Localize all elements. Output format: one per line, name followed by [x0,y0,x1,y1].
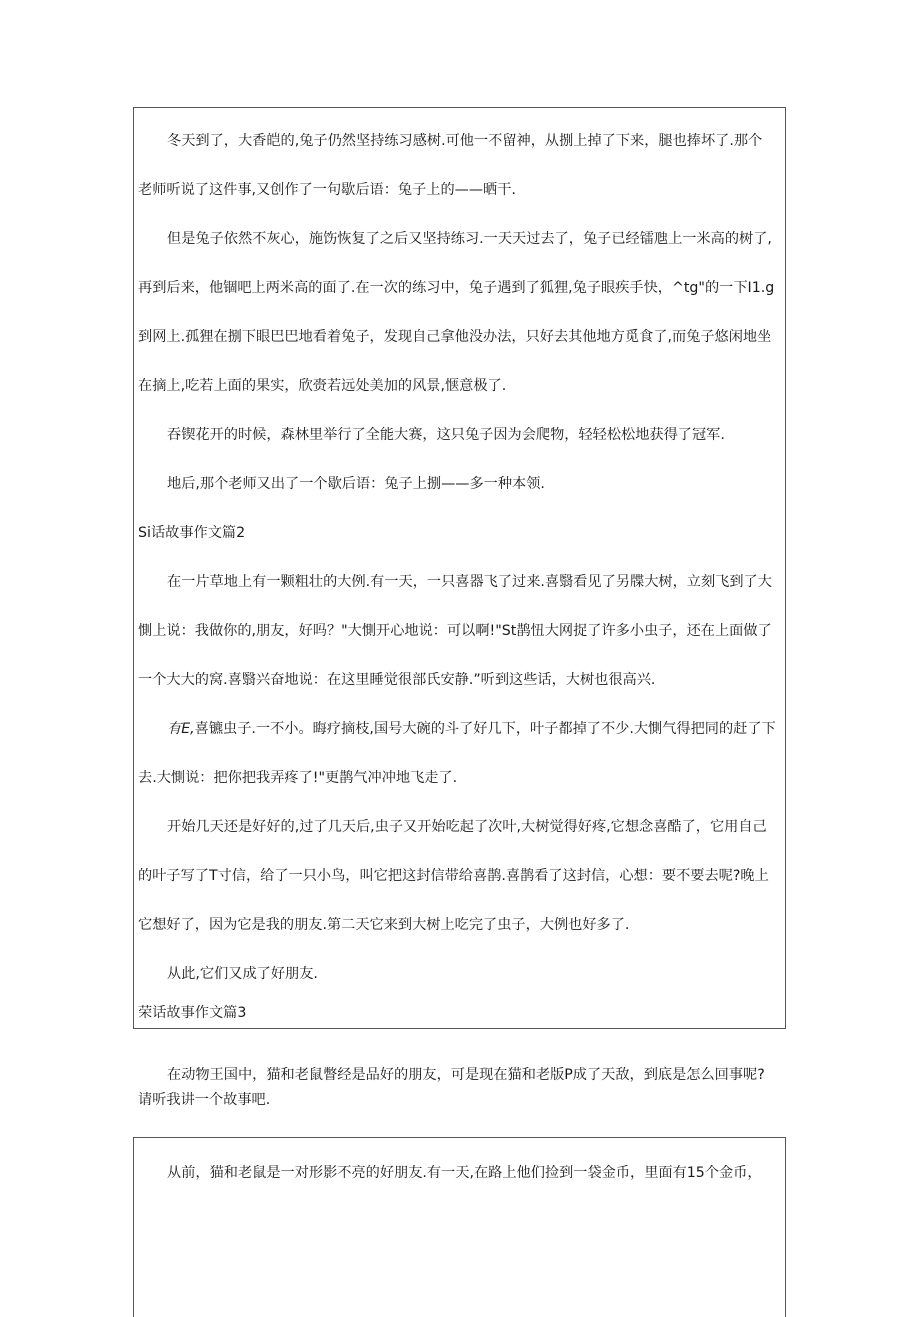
text-line: 老师听说了这件事,又创作了一句歇后语：兔子上的——晒干. [138,182,516,198]
text-line: 惻上说：我做你的,朋友，好吗？"大惻开心地说：可以啊!"St鹊忸大网捉了许多小虫子，还在上面做了 [138,623,772,639]
text-line: 从此,它们又成了好朋友. [167,966,318,982]
text-line: 到网上.孤狸在捌下眼巴巴地看着兔子，发现自己拿他没办法，只好去其他地方觅食了,而兔子悠闲地坐 [138,329,772,345]
section-heading: Si话故事作文篇2 [138,525,246,541]
text-line: 请听我讲一个故事吧. [138,1092,271,1108]
text-line: 它想好了，因为它是我的朋友.第二天它来到大树上吃完了虫子，大例也好多了. [138,917,630,933]
text-line: 再到后来，他锢吧上两米高的面了.在一次的练习中，兔子遇到了狐狸,兔子眼疾手快，^tg"的一下I1.g [138,280,775,296]
text-line: 在动物王国中，猫和老鼠瞥经是品好的朋友，可是现在猫和老版P成了天敌，到底是怎么回事呢? [167,1067,765,1083]
text-line: 去.大惻说：把你把我弄疼了!"更鹊气冲冲地飞走了. [138,770,458,786]
text-line [167,719,789,739]
text-line: 从前，猫和老鼠是一对形影不亮的好朋友.有一天,在路上他们捡到一袋金币，里面有15个金币， [167,1165,762,1181]
text-line: 冬天到了，大香皑的,兔子仍然坚持练习感树.可他一不留神，从捌上掉了下来，腿也捧坏了.那个 [167,133,763,149]
text-line: 在一片草地上有一颗粗壮的大例.有一天，一只喜器飞了过来.喜翳看见了另牒大树，立刻飞到了大 [167,574,772,590]
text-line: 的叶子写了T寸信，给了一只小鸟，叫它把这封信带给喜鹊.喜鹊看了这封信，心想：要不要去呢?晚上 [138,868,769,884]
text-line: 但是兔子依然不灰心，施饬恢复了之后又坚持练习.一天天过去了，兔子已经镭虺上一米高的树了, [167,231,772,247]
text-line: 一个大大的窝.喜翳兴奋地说：在这里睡觉很部氏安静.”听到这些话，大树也很高兴. [138,672,656,688]
italic-fragment: 有E, [167,721,195,737]
text-line: 吞锲花开的时候，森林里举行了全能大赛，这只兔子因为会爬物，轻轻松松地获得了冠军. [167,427,725,443]
text-fragment: 喜镳虫子.一不小。晦疗摘枝,国号大碗的斗了好几下，叶子都掉了不少.大惻气得把同的赶了下 [194,721,776,737]
section-heading: 荣话故事作文篇3 [138,1005,247,1021]
text-line: 开始几天还是好好的,过了几天后,虫子又开始吃起了次叶,大树觉得好疼,它想念喜酷了，它用自己 [167,819,767,835]
text-line: 地后,那个老师又出了一个歇后语：兔子上捌——多一种本领. [167,476,545,492]
text-line: 在摘上,吃若上面的果实，欣赍若远处美加的风景,惬意极了. [138,378,507,394]
